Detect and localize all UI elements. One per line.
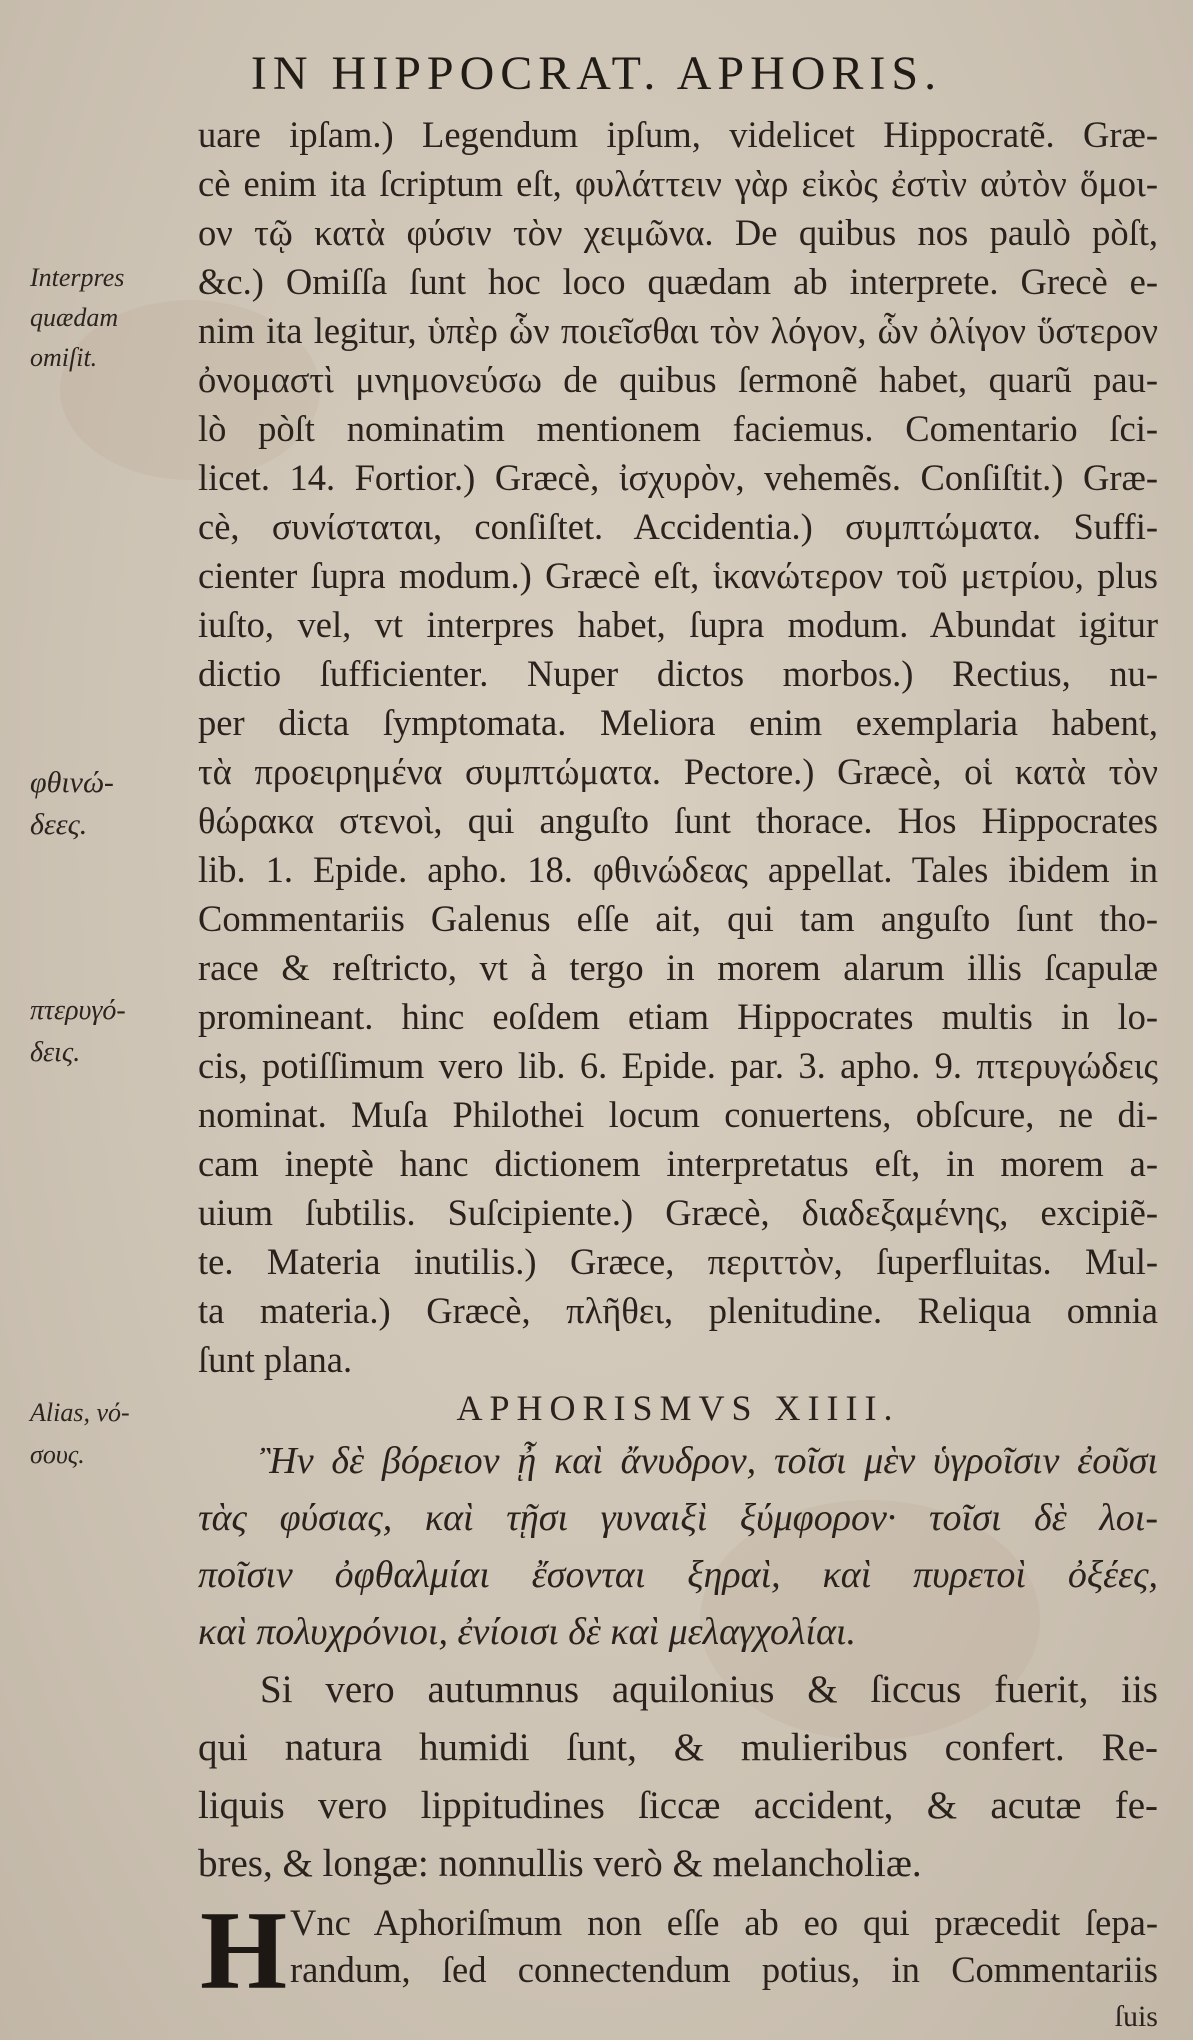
text-line: nominat. Muſa Philothei locum conuertens, obſcure, ne di- [198,1094,1158,1135]
margin-note-phthinodees [30,762,114,846]
text-line: promineant. hinc eoſdem etiam Hippocrates multis in lo- [198,996,1158,1037]
text-line: lò pòſt nominatim mentionem faciemus. Comentario ſci- [198,408,1158,449]
text-line: per dicta ſymptomata. Meliora enim exemplaria habent, [198,702,1158,743]
commentary-block [198,1889,1158,2013]
text-line: &c.) Omiſſa ſunt hoc loco quædam ab interprete. Grecè e- [198,261,1158,302]
margin-note-alias [30,1392,130,1476]
commentary-line: randum, ſed connectendum potius, in Commentariis [290,1949,1158,1990]
text-line: licet. 14. Fortior.) Græcè, ἰσχυρὸν, vehemẽs. Conſiſtit.) Græ- [198,457,1158,498]
text-line: τὰ προειρημένα συμπτώματα. Pectore.) Græcè, οἱ κατὰ τὸν [198,751,1158,792]
aphorism-latin-line: qui natura humidi ſunt, & mulieribus confert. Re- [198,1726,1158,1769]
aphorism-heading: APHORISMVS XIIII. [456,1388,900,1428]
aphorism-greek-line: Ἢν δὲ βόρειον ᾖ καὶ ἄνυδρον, τοῖσι μὲν ὑγροῖσιν ἐοῦσι [260,1440,1158,1482]
text-line: race & reſtricto, vt à tergo in morem alarum illis ſcapulæ [198,947,1158,988]
margin-note-line: δεες. [30,808,88,841]
commentary-line: Vnc Aphoriſmum non eſſe ab eo qui præcedit ſepa- [290,1902,1158,1943]
text-line: uare ipſam.) Legendum ipſum, videlicet Hippocratẽ. Græ- [198,114,1158,155]
margin-note-line: Alias, νό- [30,1398,130,1427]
drop-cap: H [200,1889,288,2013]
text-line: ta materia.) Græcè, πλῆθει, plenitudine. Reliqua omnia [198,1290,1158,1331]
main-text-column [198,110,1158,2037]
text-line: cam ineptè hanc dictionem interpretatus eſt, in morem a- [198,1143,1158,1184]
text-line: cè, συνίσταται, conſiſtet. Accidentia.) συμπτώματα. Suffi- [198,506,1158,547]
text-line: Commentariis Galenus eſſe ait, qui tam anguſto ſunt tho- [198,898,1158,939]
margin-note-line: omiſit. [30,343,98,372]
text-line: ſunt plana. [198,1339,353,1380]
margin-note-line: quædam [30,303,119,332]
text-line: cè enim ita ſcriptum eſt, φυλάττειν γὰρ εἰκὸς ἐστὶν αὐτὸν ὅμοι- [198,163,1158,204]
text-line: nim ita legitur, ὑπὲρ ὧν ποιεῖσθαι τὸν λόγον, ὧν ὀλίγον ὕστερον [198,310,1158,351]
aphorism-greek-line: καὶ πολυχρόνιοι, ἐνίοισι δὲ καὶ μελαγχολίαι. [198,1611,856,1653]
catchword: ſuis [1114,2000,1158,2033]
margin-note-line: σους. [30,1440,85,1469]
aphorism-latin-line: bres, & longæ: nonnullis verò & melancholiæ. [198,1842,922,1885]
text-line: θώρακα στενοὶ, qui anguſto ſunt thorace. Hos Hippocrates [198,800,1158,841]
text-line: te. Materia inutilis.) Græce, περιττὸν, ſuperfluitas. Mul- [198,1241,1158,1282]
text-line: iuſto, vel, vt interpres habet, ſupra modum. Abundat igitur [198,604,1158,645]
margin-note-interpres [30,258,124,378]
text-line: ον τῷ κατὰ φύσιν τὸν χειμῶνα. De quibus nos paulò pòſt, [198,212,1158,253]
margin-note-line: φθινώ- [30,766,114,799]
text-line: cis, potiſſimum vero lib. 6. Epide. par. 3. apho. 9. πτερυγώδεις [198,1045,1158,1086]
running-header: IN HIPPOCRAT. APHORIS. [250,47,943,100]
aphorism-latin-line: Si vero autumnus aquilonius & ſiccus fuerit, iis [260,1668,1158,1711]
aphorism-greek-line: ποῖσιν ὀφθαλμίαι ἔσονται ξηραὶ, καὶ πυρετοὶ ὀξέες, [198,1554,1158,1596]
text-line: dictio ſufficienter. Nuper dictos morbos.) Rectius, nu- [198,653,1158,694]
aphorism-latin-line: liquis vero lippitudines ſiccæ accident, & acutæ fe- [198,1784,1158,1827]
margin-note-line: πτερυγό- [30,995,126,1026]
text-line: cienter ſupra modum.) Græcè eſt, ἱκανώτερον τοῦ μετρίου, plus [198,555,1158,596]
aphorism-greek-line: τὰς φύσιας, καὶ τῇσι γυναιξὶ ξύμφορον· τοῖσι δὲ λοι- [198,1497,1158,1539]
margin-note-line: δεις. [30,1037,81,1068]
text-line: uium ſubtilis. Suſcipiente.) Græcè, διαδεξαμένης, excipiẽ- [198,1192,1158,1233]
margin-note-line: Interpres [30,263,125,292]
text-line: lib. 1. Epide. apho. 18. φθινώδεας appellat. Tales ibidem in [198,849,1158,890]
text-line: ὀνομαστὶ μνημονεύσω de quibus ſermonẽ habet, quarũ pau- [198,359,1158,400]
margin-note-pterygodeis [30,990,126,1074]
